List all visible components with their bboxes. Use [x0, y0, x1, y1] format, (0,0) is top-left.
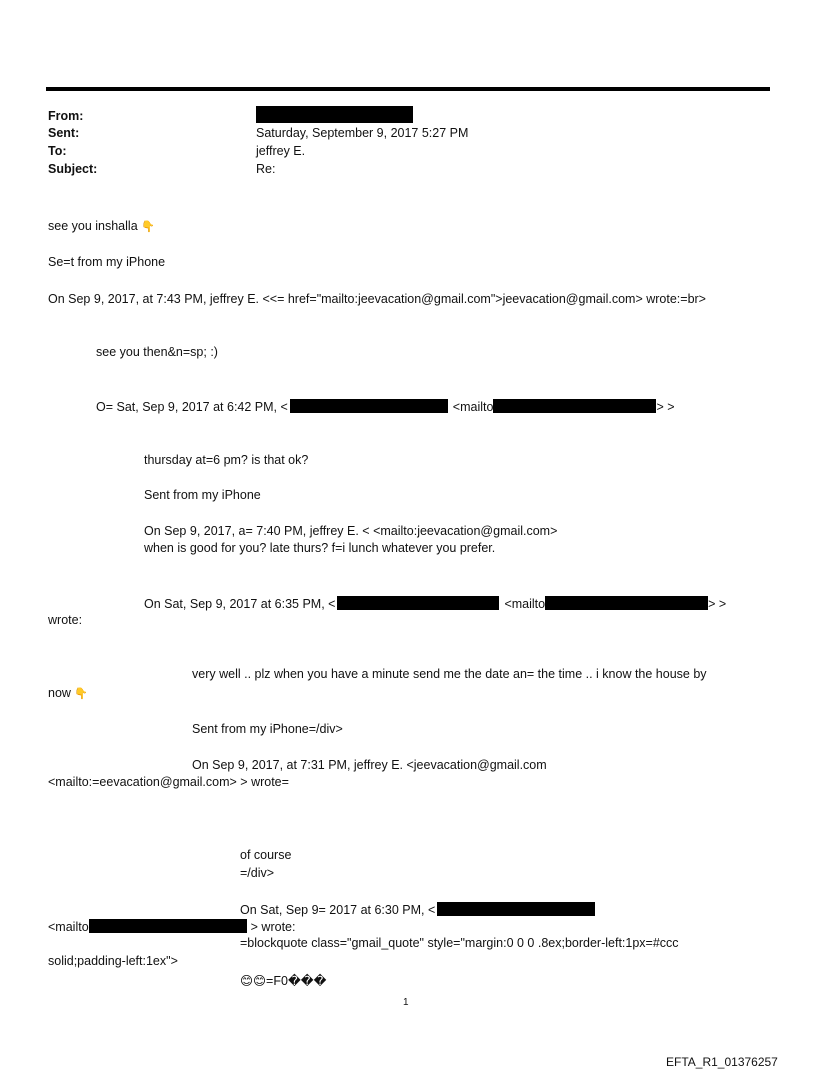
body-line-4: see you then&n=sp; :) [96, 345, 218, 359]
page-number: 1 [403, 997, 409, 1008]
body-line-2: Se=t from my iPhone [48, 255, 166, 269]
document-id: EFTA_R1_01376257 [666, 1055, 778, 1069]
body-line-16: <mailto:=eevacation@gmail.com> > wrote= [48, 775, 289, 789]
body-line-6: thursday at=6 pm? is that ok? [144, 453, 309, 467]
header-rule [46, 87, 770, 91]
body-line-13: now 👇 [48, 686, 89, 700]
body-line-9: when is good for you? late thurs? f=i lunch whatever you prefer. [144, 541, 496, 555]
subject-label: Subject: [48, 162, 98, 176]
body-line-20: <mailto > wrote: [48, 920, 296, 934]
from-label: From: [48, 109, 84, 123]
body-line-18: =/div> [240, 866, 275, 880]
sent-label: Sent: [48, 126, 80, 140]
body-line-12: very well .. plz when you have a minute send me the date an= the time .. i know the house by [192, 667, 707, 681]
body-line-10: On Sat, Sep 9, 2017 at 6:35 PM, < <mailto > > [144, 597, 727, 611]
redaction-email [545, 596, 708, 610]
redaction-name [337, 596, 499, 610]
body-line-19: On Sat, Sep 9= 2017 at 6:30 PM, < [240, 902, 595, 918]
to-label: To: [48, 144, 67, 158]
thumbs-down-icon: 👇 [74, 688, 89, 700]
thumbs-down-icon: 👇 [141, 221, 155, 233]
body-line-23: 😊😊=F0��� [240, 974, 327, 988]
redaction-email [89, 919, 247, 933]
body-line-8: On Sep 9, 2017, a= 7:40 PM, jeffrey E. < <mailto:jeevacation@gmail.com> [144, 524, 558, 538]
redaction-name [437, 902, 595, 916]
body-line-21: =blockquote class="gmail_quote" style="margin:0 0 0 .8ex;border-left:1px=#ccc [240, 936, 679, 950]
body-line-22: solid;padding-left:1ex"> [48, 954, 178, 968]
body-line-1: see you inshalla 👇 [48, 219, 155, 233]
body-line-14: Sent from my iPhone=/div> [192, 722, 343, 736]
sent-value: Saturday, September 9, 2017 5:27 PM [256, 126, 469, 140]
body-line-11: wrote: [48, 613, 83, 627]
redaction-from [256, 106, 413, 123]
body-line-7: Sent from my iPhone [144, 488, 261, 502]
subject-value: Re: [256, 162, 276, 176]
body-line-15: On Sep 9, 2017, at 7:31 PM, jeffrey E. <jeevacation@gmail.com [192, 758, 547, 772]
body-line-17: of course [240, 848, 292, 862]
redaction-name [290, 399, 448, 413]
redaction-email [493, 399, 656, 413]
body-line-5: O= Sat, Sep 9, 2017 at 6:42 PM, < <mailto > > [96, 400, 675, 414]
to-value: jeffrey E. [256, 144, 306, 158]
body-line-3: On Sep 9, 2017, at 7:43 PM, jeffrey E. <<= href="mailto:jeevacation@gmail.com">jeevacation@gmail.com> wrote:=br> [48, 292, 706, 306]
